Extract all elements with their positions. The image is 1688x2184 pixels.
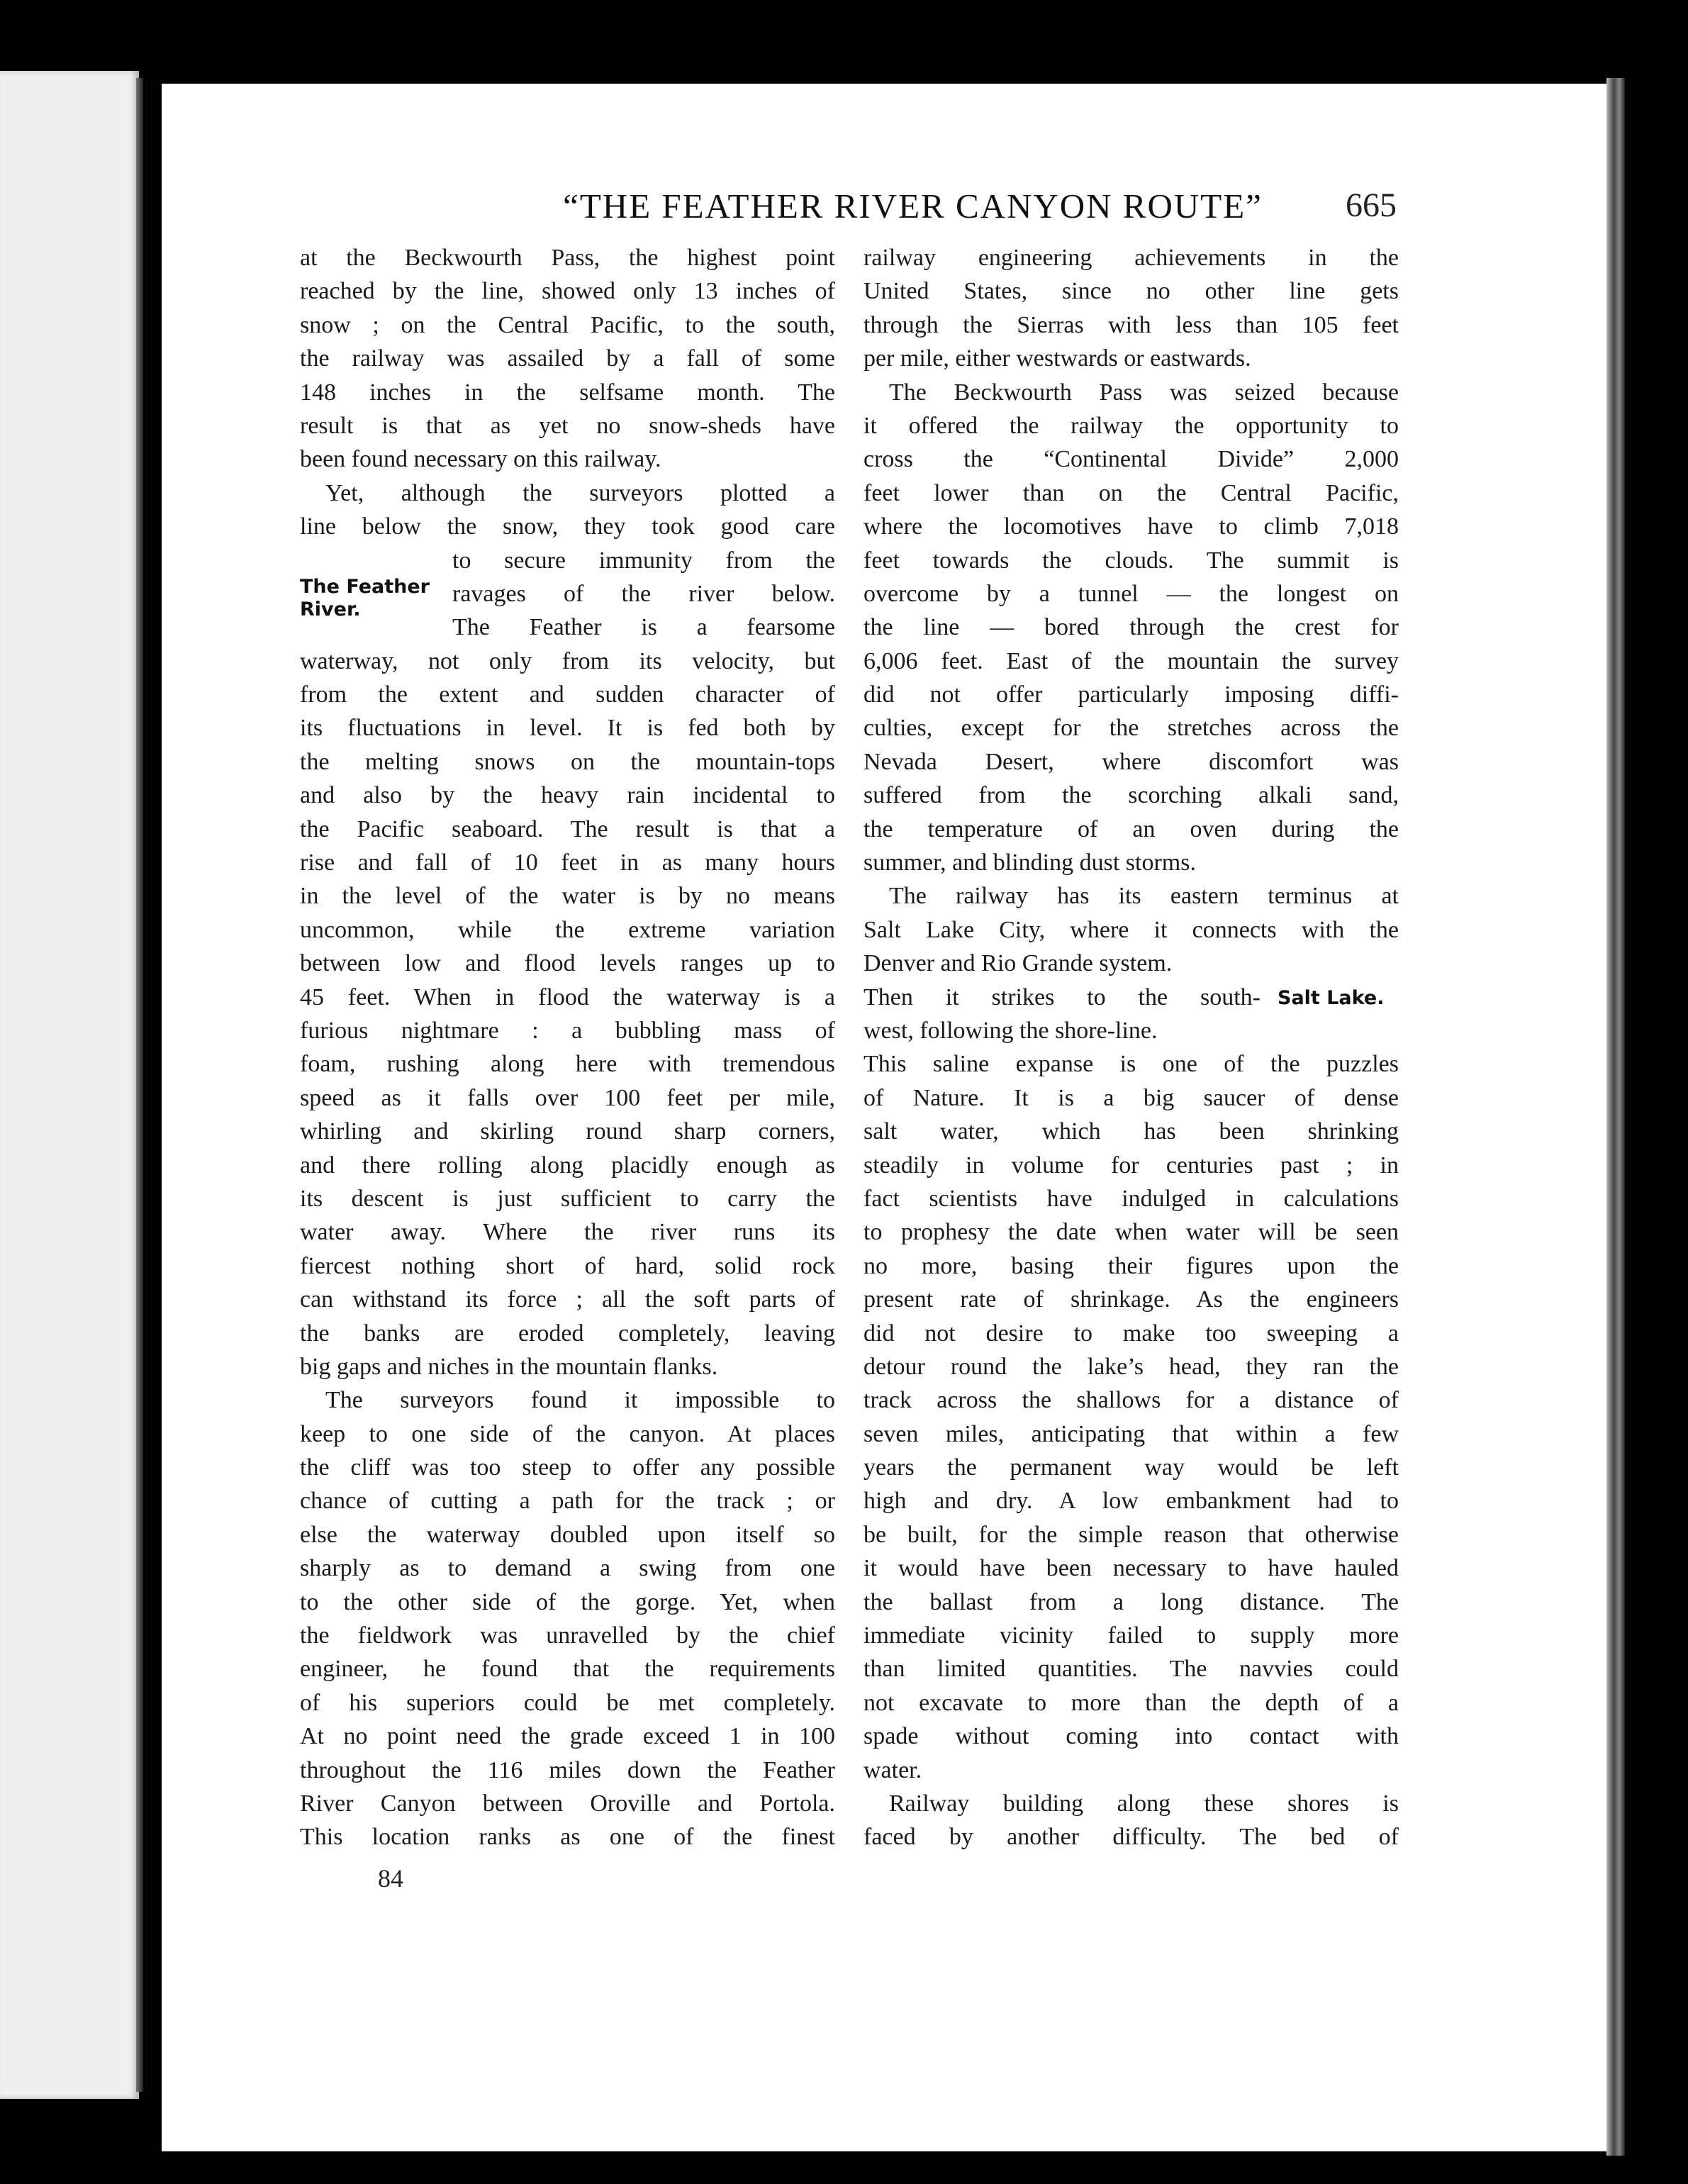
text-line: suffered from the scorching alkali sand, [863,782,1399,809]
right-text-column [863,241,1399,1854]
text-line: spade without coming into contact with [863,1723,1399,1750]
text-line: snow ; on the Central Pacific, to the south, [300,311,835,338]
text-line: to prophesy the date when water will be seen [863,1219,1399,1246]
text-line: reached by the line, showed only 13 inches of [300,278,835,305]
book-gutter [136,78,143,2092]
text-line: steadily in volume for centuries past ; in [863,1152,1399,1179]
text-line: furious nightmare : a bubbling mass of [300,1017,835,1044]
text-line: line below the snow, they took good care [300,513,835,540]
text-line: the line — bored through the crest for [863,614,1399,641]
text-line: engineer, he found that the requirements [300,1656,835,1683]
text-line: else the waterway doubled upon itself so [300,1521,835,1548]
text-line: At no point need the grade exceed 1 in 100 [300,1723,835,1750]
text-line: per mile, either westwards or eastwards. [863,345,1251,372]
text-line: result is that as yet no snow-sheds have [300,412,835,439]
text-line: The Beckwourth Pass was seized because [889,379,1399,406]
text-line: United States, since no other line gets [863,278,1399,305]
text-line: to the other side of the gorge. Yet, when [300,1588,835,1615]
text-line: This location ranks as one of the finest [300,1824,835,1851]
page-number: 665 [1346,186,1397,224]
text-line: feet lower than on the Central Pacific, [863,479,1399,506]
text-line: uncommon, while the extreme variation [300,916,835,943]
text-line: its fluctuations in level. It is fed both by [300,715,835,742]
text-line: the ballast from a long distance. The [863,1588,1399,1615]
text-line: The Feather is a fearsome [452,614,835,641]
text-line: foam, rushing along here with tremendous [300,1051,835,1078]
text-line: Nevada Desert, where discomfort was [863,748,1399,775]
text-line: overcome by a tunnel — the longest on [863,580,1399,607]
text-line: the fieldwork was unravelled by the chief [300,1622,835,1649]
text-line: than limited quantities. The navvies could [863,1656,1399,1683]
text-line: fact scientists have indulged in calculations [863,1185,1399,1212]
text-line: the temperature of an oven during the [863,815,1399,842]
text-line: and there rolling along placidly enough as [300,1152,835,1179]
text-line: faced by another difficulty. The bed of [863,1824,1399,1851]
text-line: ravages of the river below. [452,580,835,607]
text-line: The surveyors found it impossible to [325,1387,835,1414]
text-line: whirling and skirling round sharp corners, [300,1118,835,1145]
text-line: The railway has its eastern terminus at [889,883,1399,910]
text-line: can withstand its force ; all the soft parts of [300,1286,835,1313]
text-line: culties, except for the stretches across the [863,715,1399,742]
text-line: Yet, although the surveyors plotted a [325,479,835,506]
text-line: seven miles, anticipating that within a few [863,1420,1399,1447]
text-line: 6,006 feet. East of the mountain the survey [863,647,1399,674]
text-line: been found necessary on this railway. [300,446,661,473]
text-line: Railway building along these shores is [889,1790,1399,1817]
text-line: speed as it falls over 100 feet per mile, [300,1084,835,1111]
text-line: summer, and blinding dust storms. [863,849,1196,876]
text-line: from the extent and sudden character of [300,681,835,708]
text-line: its descent is just sufficient to carry the [300,1185,835,1212]
text-line: it offered the railway the opportunity to [863,412,1399,439]
text-line: sharply as to demand a swing from one [300,1555,835,1582]
text-line: 45 feet. When in flood the waterway is a [300,984,835,1010]
text-line: 148 inches in the selfsame month. The [300,379,835,406]
text-line: between low and flood levels ranges up to [300,950,835,977]
text-line: the Pacific seaboard. The result is that a [300,815,835,842]
facing-page-edge [0,71,139,2099]
text-line: west, following the shore-line. [863,1017,1158,1044]
text-line: chance of cutting a path for the track ; or [300,1488,835,1515]
text-line: railway engineering achievements in the [863,245,1399,271]
text-line: and also by the heavy rain incidental to [300,782,835,809]
text-line: did not offer particularly imposing diffi- [863,681,1399,708]
text-line: no more, basing their figures upon the [863,1252,1399,1279]
page-stack-edge [1606,78,1625,2156]
left-text-column [300,241,835,1854]
signature-mark: 84 [378,1864,403,1893]
text-line: throughout the 116 miles down the Feather [300,1756,835,1783]
text-line: at the Beckwourth Pass, the highest point [300,245,835,271]
text-line: high and dry. A low embankment had to [863,1488,1399,1515]
text-line: Salt Lake City, where it connects with the [863,916,1399,943]
text-line: Denver and Rio Grande system. [863,950,1173,977]
text-line: track across the shallows for a distance of [863,1387,1399,1414]
text-line: of Nature. It is a big saucer of dense [863,1084,1399,1111]
text-line: rise and fall of 10 feet in as many hours [300,849,835,876]
text-line: keep to one side of the canyon. At places [300,1420,835,1447]
text-line: did not desire to make too sweeping a [863,1320,1399,1347]
text-line: salt water, which has been shrinking [863,1118,1399,1145]
text-line: years the permanent way would be left [863,1454,1399,1481]
text-line: feet towards the clouds. The summit is [863,547,1399,574]
text-line: immediate vicinity failed to supply more [863,1622,1399,1649]
text-line: fiercest nothing short of hard, solid rock [300,1252,835,1279]
text-line: detour round the lake’s head, they ran the [863,1353,1399,1380]
text-line: water away. Where the river runs its [300,1219,835,1246]
text-line: River Canyon between Oroville and Portola. [300,1790,835,1817]
text-line: waterway, not only from its velocity, but [300,647,835,674]
text-line: of his superiors could be met completely. [300,1689,835,1716]
text-line: the banks are eroded completely, leaving [300,1320,835,1347]
text-line: through the Sierras with less than 105 feet [863,311,1399,338]
text-line: present rate of shrinkage. As the engineers [863,1286,1399,1313]
running-title: “THE FEATHER RIVER CANYON ROUTE” [563,186,1263,225]
sidenote-feather-river: The Feather River. [300,576,430,620]
text-line: the railway was assailed by a fall of some [300,345,835,372]
text-line: where the locomotives have to climb 7,018 [863,513,1399,540]
text-line: in the level of the water is by no means [300,883,835,910]
text-line: to secure immunity from the [452,547,835,574]
text-line: it would have been necessary to have hauled [863,1555,1399,1582]
text-line: not excavate to more than the depth of a [863,1689,1399,1716]
text-line: This saline expanse is one of the puzzles [863,1051,1399,1078]
text-line: Then it strikes to the south- [863,984,1261,1010]
text-line: be built, for the simple reason that otherwise [863,1521,1399,1548]
text-line: the melting snows on the mountain-tops [300,748,835,775]
text-line: water. [863,1756,922,1783]
text-line: big gaps and niches in the mountain flanks. [300,1353,718,1380]
sidenote-salt-lake: Salt Lake. [1278,987,1385,1009]
text-line: cross the “Continental Divide” 2,000 [863,446,1399,473]
text-line: the cliff was too steep to offer any possible [300,1454,835,1481]
